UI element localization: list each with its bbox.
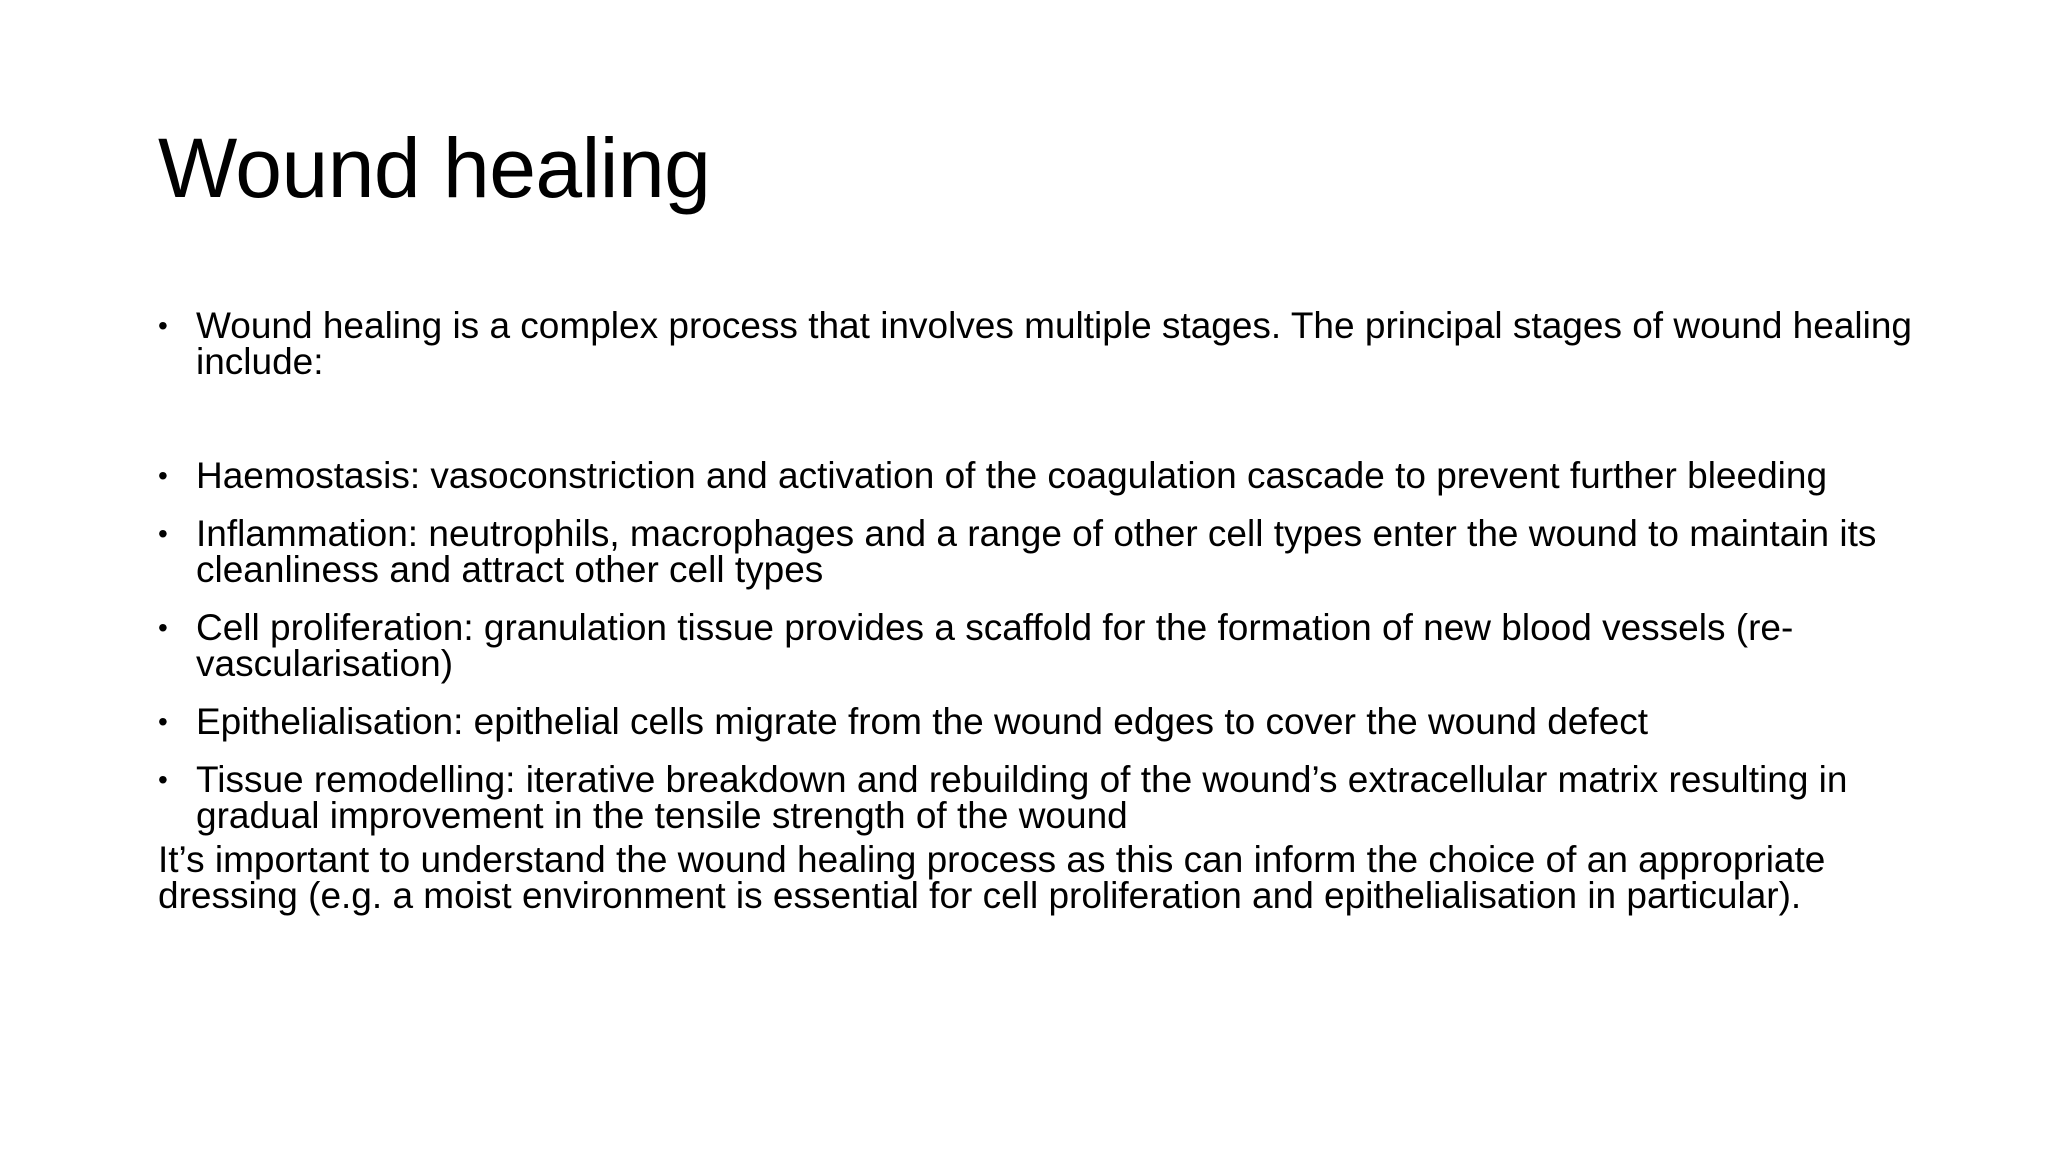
bullet-item-tissue-remodelling <box>158 759 1918 836</box>
bullet-icon: • <box>158 518 168 549</box>
bullet-item-intro <box>158 305 1918 382</box>
bullet-icon: • <box>158 460 168 491</box>
bullet-icon: • <box>158 706 168 737</box>
bullet-icon: • <box>158 764 168 795</box>
bullet-text: Cell proliferation: granulation tissue provides a scaffold for the formation of new blood vessels (re-vascularisation) <box>196 607 1794 684</box>
slide-title: Wound healing <box>158 121 711 215</box>
bullet-text: Haemostasis: vasoconstriction and activation of the coagulation cascade to prevent further bleeding <box>196 455 1828 496</box>
bullet-icon: • <box>158 310 168 341</box>
bullet-icon: • <box>158 612 168 643</box>
closing-paragraph: It’s important to understand the wound healing process as this can inform the choice of an appropriate dressing (e.g. a moist environment is essential for cell proliferation and epithelialisation in particular). <box>158 839 1826 916</box>
bullet-item-epithelialisation <box>158 701 1918 742</box>
bullet-text: Wound healing is a complex process that involves multiple stages. The principal stages of wound healing include: <box>196 305 1913 382</box>
bullet-item-cell-proliferation <box>158 607 1918 684</box>
bullet-list <box>158 305 1918 836</box>
bullet-item-haemostasis <box>158 455 1918 496</box>
slide-body <box>158 305 1918 916</box>
bullet-item-inflammation <box>158 513 1918 590</box>
bullet-text: Epithelialisation: epithelial cells migrate from the wound edges to cover the wound defect <box>196 701 1649 742</box>
bullet-text: Tissue remodelling: iterative breakdown and rebuilding of the wound’s extracellular matrix resulting in gradual improvement in the tensile strength of the wound <box>196 759 1848 836</box>
bullet-text: Inflammation: neutrophils, macrophages and a range of other cell types enter the wound to maintain its cleanliness and attract other cell types <box>196 513 1877 590</box>
